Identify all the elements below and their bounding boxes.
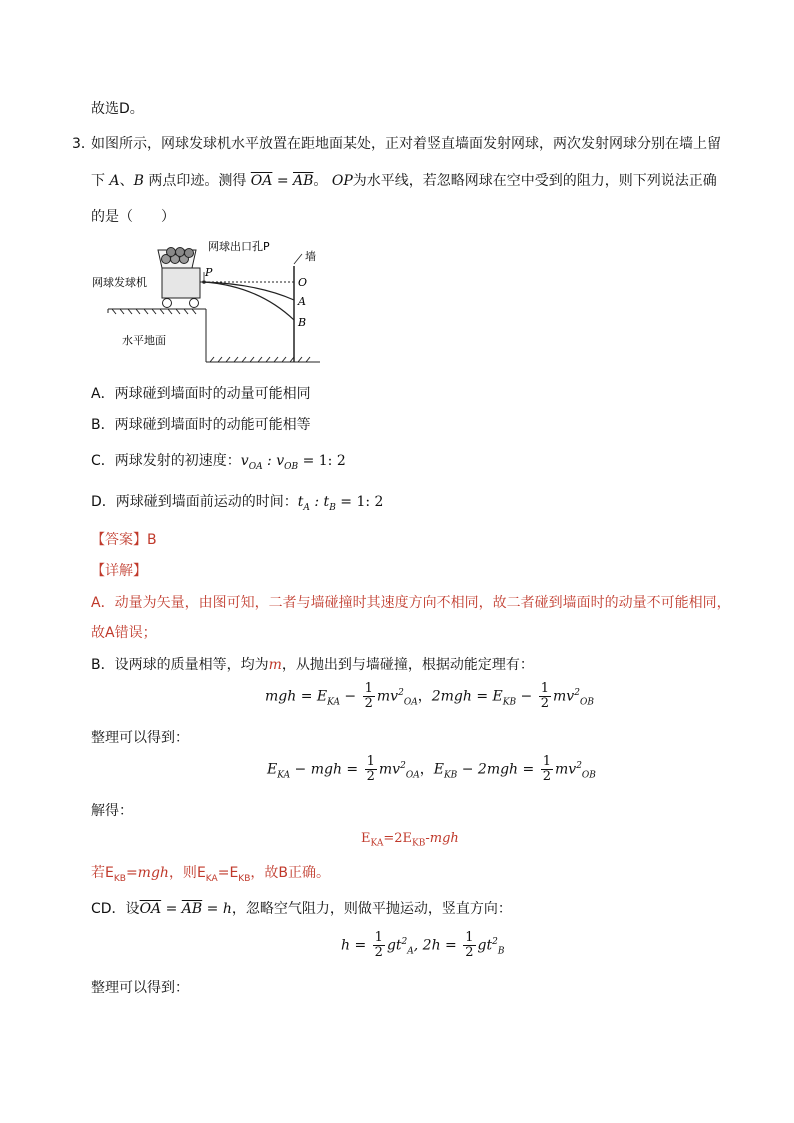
equation-1: mgh = $E_{KA}$ − $\frac{1}{2}$ $mv^2_{OA}$，$2mgh = E_{KB}$ − $\frac{1}{2}$ $mv^2_{OB}$: [265, 681, 594, 711]
option-a: A．两球碰到墙面时的动量可能相同: [91, 386, 311, 402]
label-p: P: [205, 266, 213, 279]
previous-conclusion: 故选D。: [91, 101, 144, 117]
conclusion-b: 若$E_{KB}=mgh$，则$E_{KA}=E_{KB}$，故B正确。: [91, 865, 330, 884]
question-line-2: 下 A、B 两点印迹。测得 $\overline{OA} = \overline{AB}$。 OP为水平线，若忽略网球在空中受到的阻力，则下列说法正确: [91, 173, 717, 189]
equation-4: h = $\frac{1}{2}$ $gt^2_A$, 2h = $\frac{1}{2}$ $gt^2_B$: [341, 930, 505, 960]
label-o: O: [298, 276, 308, 289]
label-wall: 墙: [305, 250, 316, 263]
question-number: 3．: [72, 136, 95, 152]
detail-a-line-2: 故A错误；: [91, 625, 157, 641]
detail-cd-line: CD．设$\overline{OA} = \overline{AB} = h$，忽略空气阻力，则做平抛运动，竖直方向：: [91, 901, 512, 917]
equation-2: $E_{KA}$ − mgh = $\frac{1}{2}$ $mv^2_{OA}$，$E_{KB} - 2mgh$ = $\frac{1}{2}$ $mv^2_{OB}$: [267, 754, 596, 784]
tidy-text-1: 整理可以得到：: [91, 730, 189, 746]
solve-text: 解得：: [91, 803, 133, 819]
label-outlet: 网球出口孔P: [208, 240, 270, 253]
option-c: C．两球发射的初速度：$v_{OA}$ : $v_{OB} = 1$: 2: [91, 453, 346, 472]
label-a: A: [298, 295, 306, 308]
trajectory-b: [204, 282, 294, 320]
tidy-text-2: 整理可以得到：: [91, 980, 189, 996]
wall-pointer: [294, 254, 302, 264]
tennis-launcher-figure: [88, 236, 328, 366]
equation-3: $E_{KA}=2E_{KB}$-mgh: [361, 831, 459, 849]
detail-a-line-1: A．动量为矢量，由图可知，二者与墙碰撞时其速度方向不相同，故二者碰到墙面时的动量不可能相同，: [91, 595, 731, 611]
outlet-point: [202, 280, 206, 284]
question-line-1: 如图所示，网球发球机水平放置在距地面某处，正对着竖直墙面发射网球，两次发射网球分别在墙上留: [91, 136, 721, 152]
label-ground: 水平地面: [122, 334, 166, 347]
label-machine: 网球发球机: [92, 276, 147, 289]
detail-label: 【详解】: [91, 563, 147, 579]
trajectory-a: [204, 282, 294, 300]
detail-b-line-1: B．设两球的质量相等，均为m，从抛出到与墙碰撞，根据动能定理有：: [91, 657, 534, 673]
label-b: B: [298, 316, 307, 329]
ground: [206, 357, 320, 362]
answer: 【答案】B: [91, 532, 157, 548]
question-line-3: 的是（ ）: [91, 209, 175, 225]
option-d: D．两球碰到墙面前运动的时间：$t_A$ : $t_B = 1$: 2: [91, 494, 384, 513]
launcher-machine: [158, 248, 204, 308]
option-b: B．两球碰到墙面时的动能可能相等: [91, 417, 311, 433]
